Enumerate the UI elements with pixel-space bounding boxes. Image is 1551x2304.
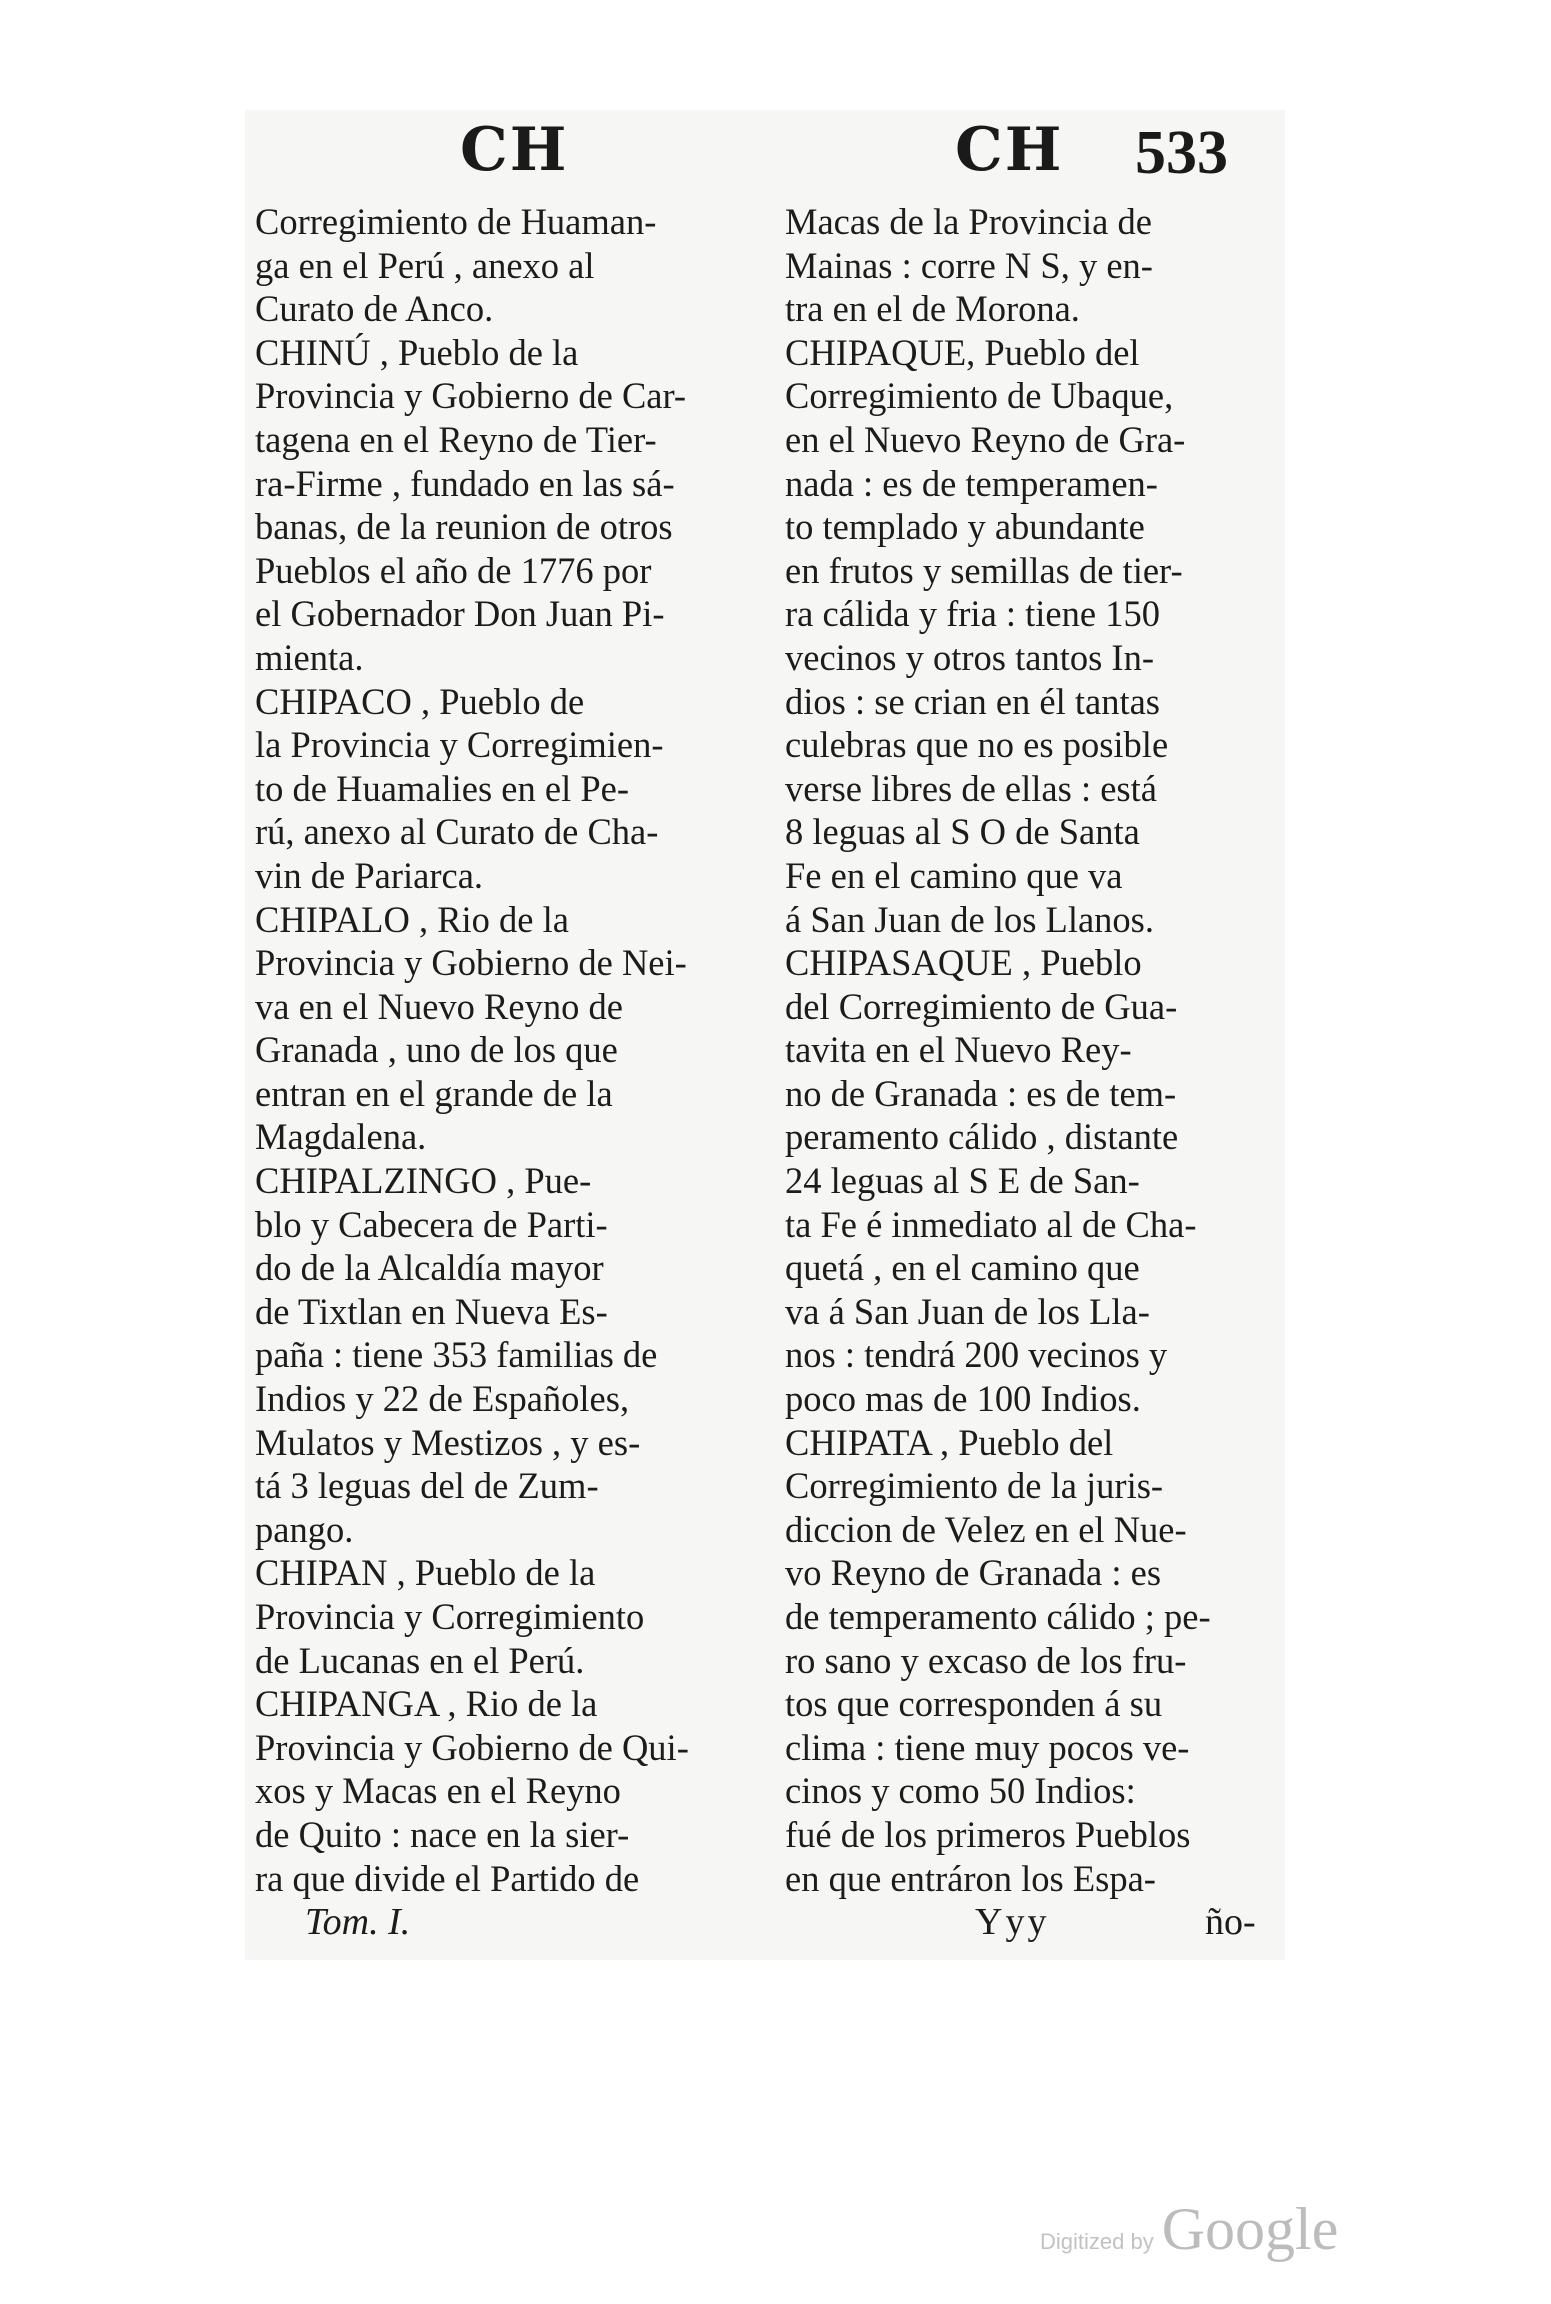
page-number: 533 bbox=[1135, 119, 1228, 187]
text-line: del Corregimiento de Gua- bbox=[785, 985, 1178, 1027]
text-line: tagena en el Reyno de Tier- bbox=[255, 418, 657, 460]
signature-mark: Yyy bbox=[975, 1901, 1050, 1943]
text-line: á San Juan de los Llanos. bbox=[785, 898, 1154, 940]
text-line: culebras que no es posible bbox=[785, 724, 1169, 766]
text-line: el Gobernador Don Juan Pi- bbox=[255, 593, 665, 635]
text-line: rú, anexo al Curato de Cha- bbox=[255, 811, 659, 853]
running-head-left: CH bbox=[460, 115, 569, 185]
text-line: banas, de la reunion de otros bbox=[255, 506, 673, 548]
text-line: clima : tiene muy pocos ve- bbox=[785, 1726, 1190, 1768]
text-line: Provincia y Gobierno de Qui- bbox=[255, 1726, 689, 1768]
text-line: CHIPALZINGO , Pue- bbox=[255, 1160, 592, 1202]
catchword: ño- bbox=[1205, 1901, 1256, 1943]
text-line: dios : se crian en él tantas bbox=[785, 680, 1161, 722]
text-line: Provincia y Gobierno de Nei- bbox=[255, 942, 687, 984]
text-line: CHIPAQUE, Pueblo del bbox=[785, 331, 1140, 373]
text-line: tra en el de Morona. bbox=[785, 288, 1080, 330]
text-line: Provincia y Gobierno de Car- bbox=[255, 375, 687, 417]
text-line: nos : tendrá 200 vecinos y bbox=[785, 1334, 1168, 1376]
text-line: quetá , en el camino que bbox=[785, 1247, 1140, 1289]
text-line: poco mas de 100 Indios. bbox=[785, 1378, 1141, 1420]
text-line: cinos y como 50 Indios: bbox=[785, 1770, 1136, 1812]
text-line: tá 3 leguas del de Zum- bbox=[255, 1465, 599, 1507]
text-line: no de Granada : es de tem- bbox=[785, 1072, 1177, 1114]
text-line: peramento cálido , distante bbox=[785, 1116, 1179, 1158]
text-line: CHIPATA , Pueblo del bbox=[785, 1421, 1114, 1463]
text-line: Provincia y Corregimiento bbox=[255, 1596, 645, 1637]
text-line: Pueblos el año de 1776 por bbox=[255, 549, 652, 591]
text-line: ro sano y excaso de los fru- bbox=[785, 1639, 1187, 1681]
text-line: 24 leguas al S E de San- bbox=[785, 1160, 1140, 1202]
text-line: Magdalena. bbox=[255, 1116, 427, 1158]
text-line: de Tixtlan en Nueva Es- bbox=[255, 1290, 608, 1332]
text-line: de Quito : nace en la sier- bbox=[255, 1813, 630, 1855]
text-line: ra que divide el Partido de bbox=[255, 1857, 640, 1899]
text-line: Granada , uno de los que bbox=[255, 1029, 618, 1071]
text-line: vecinos y otros tantos In- bbox=[785, 636, 1154, 678]
text-line: Corregimiento de Huaman- bbox=[255, 201, 657, 242]
text-line: Macas de la Provincia de bbox=[785, 201, 1152, 242]
text-line: blo y Cabecera de Parti- bbox=[255, 1203, 608, 1245]
text-line: nada : es de temperamen- bbox=[785, 462, 1158, 504]
text-line: pango. bbox=[255, 1508, 354, 1550]
text-line: fué de los primeros Pueblos bbox=[785, 1813, 1191, 1855]
text-line: tos que corresponden á su bbox=[785, 1683, 1163, 1725]
text-line: 8 leguas al S O de Santa bbox=[785, 811, 1140, 853]
digitization-watermark bbox=[1040, 2195, 1338, 2275]
text-line: CHIPAN , Pueblo de la bbox=[255, 1552, 596, 1594]
text-line: Corregimiento de Ubaque, bbox=[785, 375, 1174, 417]
text-line: va á San Juan de los Lla- bbox=[785, 1290, 1150, 1332]
text-line: CHINÚ , Pueblo de la bbox=[255, 331, 579, 373]
text-line: la Provincia y Corregimien- bbox=[255, 724, 664, 766]
text-line: verse libres de ellas : está bbox=[785, 767, 1157, 809]
text-line: Indios y 22 de Españoles, bbox=[255, 1378, 630, 1420]
running-head-right: CH bbox=[955, 115, 1064, 185]
text-line: de temperamento cálido ; pe- bbox=[785, 1596, 1211, 1637]
text-line: vin de Pariarca. bbox=[255, 854, 484, 896]
text-line: Mainas : corre N S, y en- bbox=[785, 244, 1153, 286]
right-column bbox=[785, 200, 1280, 1900]
text-line: ga en el Perú , anexo al bbox=[255, 244, 595, 286]
text-line: tavita en el Nuevo Rey- bbox=[785, 1029, 1132, 1071]
text-line: CHIPACO , Pueblo de bbox=[255, 680, 585, 722]
text-line: diccion de Velez en el Nue- bbox=[785, 1508, 1187, 1550]
text-line: CHIPALO , Rio de la bbox=[255, 898, 569, 940]
text-line: va en el Nuevo Reyno de bbox=[255, 985, 623, 1027]
watermark-prefix: Digitized by bbox=[1040, 2229, 1154, 2254]
text-line: Mulatos y Mestizos , y es- bbox=[255, 1421, 641, 1463]
text-line: en el Nuevo Reyno de Gra- bbox=[785, 418, 1186, 460]
text-line: Fe en el camino que va bbox=[785, 854, 1123, 896]
text-line: to de Huamalies en el Pe- bbox=[255, 767, 630, 809]
text-line: paña : tiene 353 familias de bbox=[255, 1334, 658, 1376]
text-line: ta Fe é inmediato al de Cha- bbox=[785, 1203, 1197, 1245]
text-line: en frutos y semillas de tier- bbox=[785, 549, 1183, 591]
text-line: Curato de Anco. bbox=[255, 288, 494, 330]
text-line: vo Reyno de Granada : es bbox=[785, 1552, 1162, 1594]
text-line: Corregimiento de la juris- bbox=[785, 1465, 1164, 1507]
text-line: entran en el grande de la bbox=[255, 1072, 613, 1114]
watermark-logo: Google bbox=[1161, 2196, 1339, 2262]
text-line: do de la Alcaldía mayor bbox=[255, 1247, 604, 1289]
text-line: de Lucanas en el Perú. bbox=[255, 1639, 585, 1681]
text-line: CHIPANGA , Rio de la bbox=[255, 1683, 598, 1725]
text-line: ra-Firme , fundado en las sá- bbox=[255, 462, 675, 504]
volume-mark: Tom. I. bbox=[305, 1901, 411, 1943]
text-line: to templado y abundante bbox=[785, 506, 1145, 548]
text-line: xos y Macas en el Reyno bbox=[255, 1770, 621, 1812]
text-line: en que entráron los Espa- bbox=[785, 1857, 1156, 1899]
text-line: ra cálida y fria : tiene 150 bbox=[785, 593, 1160, 635]
left-column bbox=[255, 200, 755, 1900]
text-line: mienta. bbox=[255, 636, 364, 678]
text-line: CHIPASAQUE , Pueblo bbox=[785, 942, 1142, 984]
